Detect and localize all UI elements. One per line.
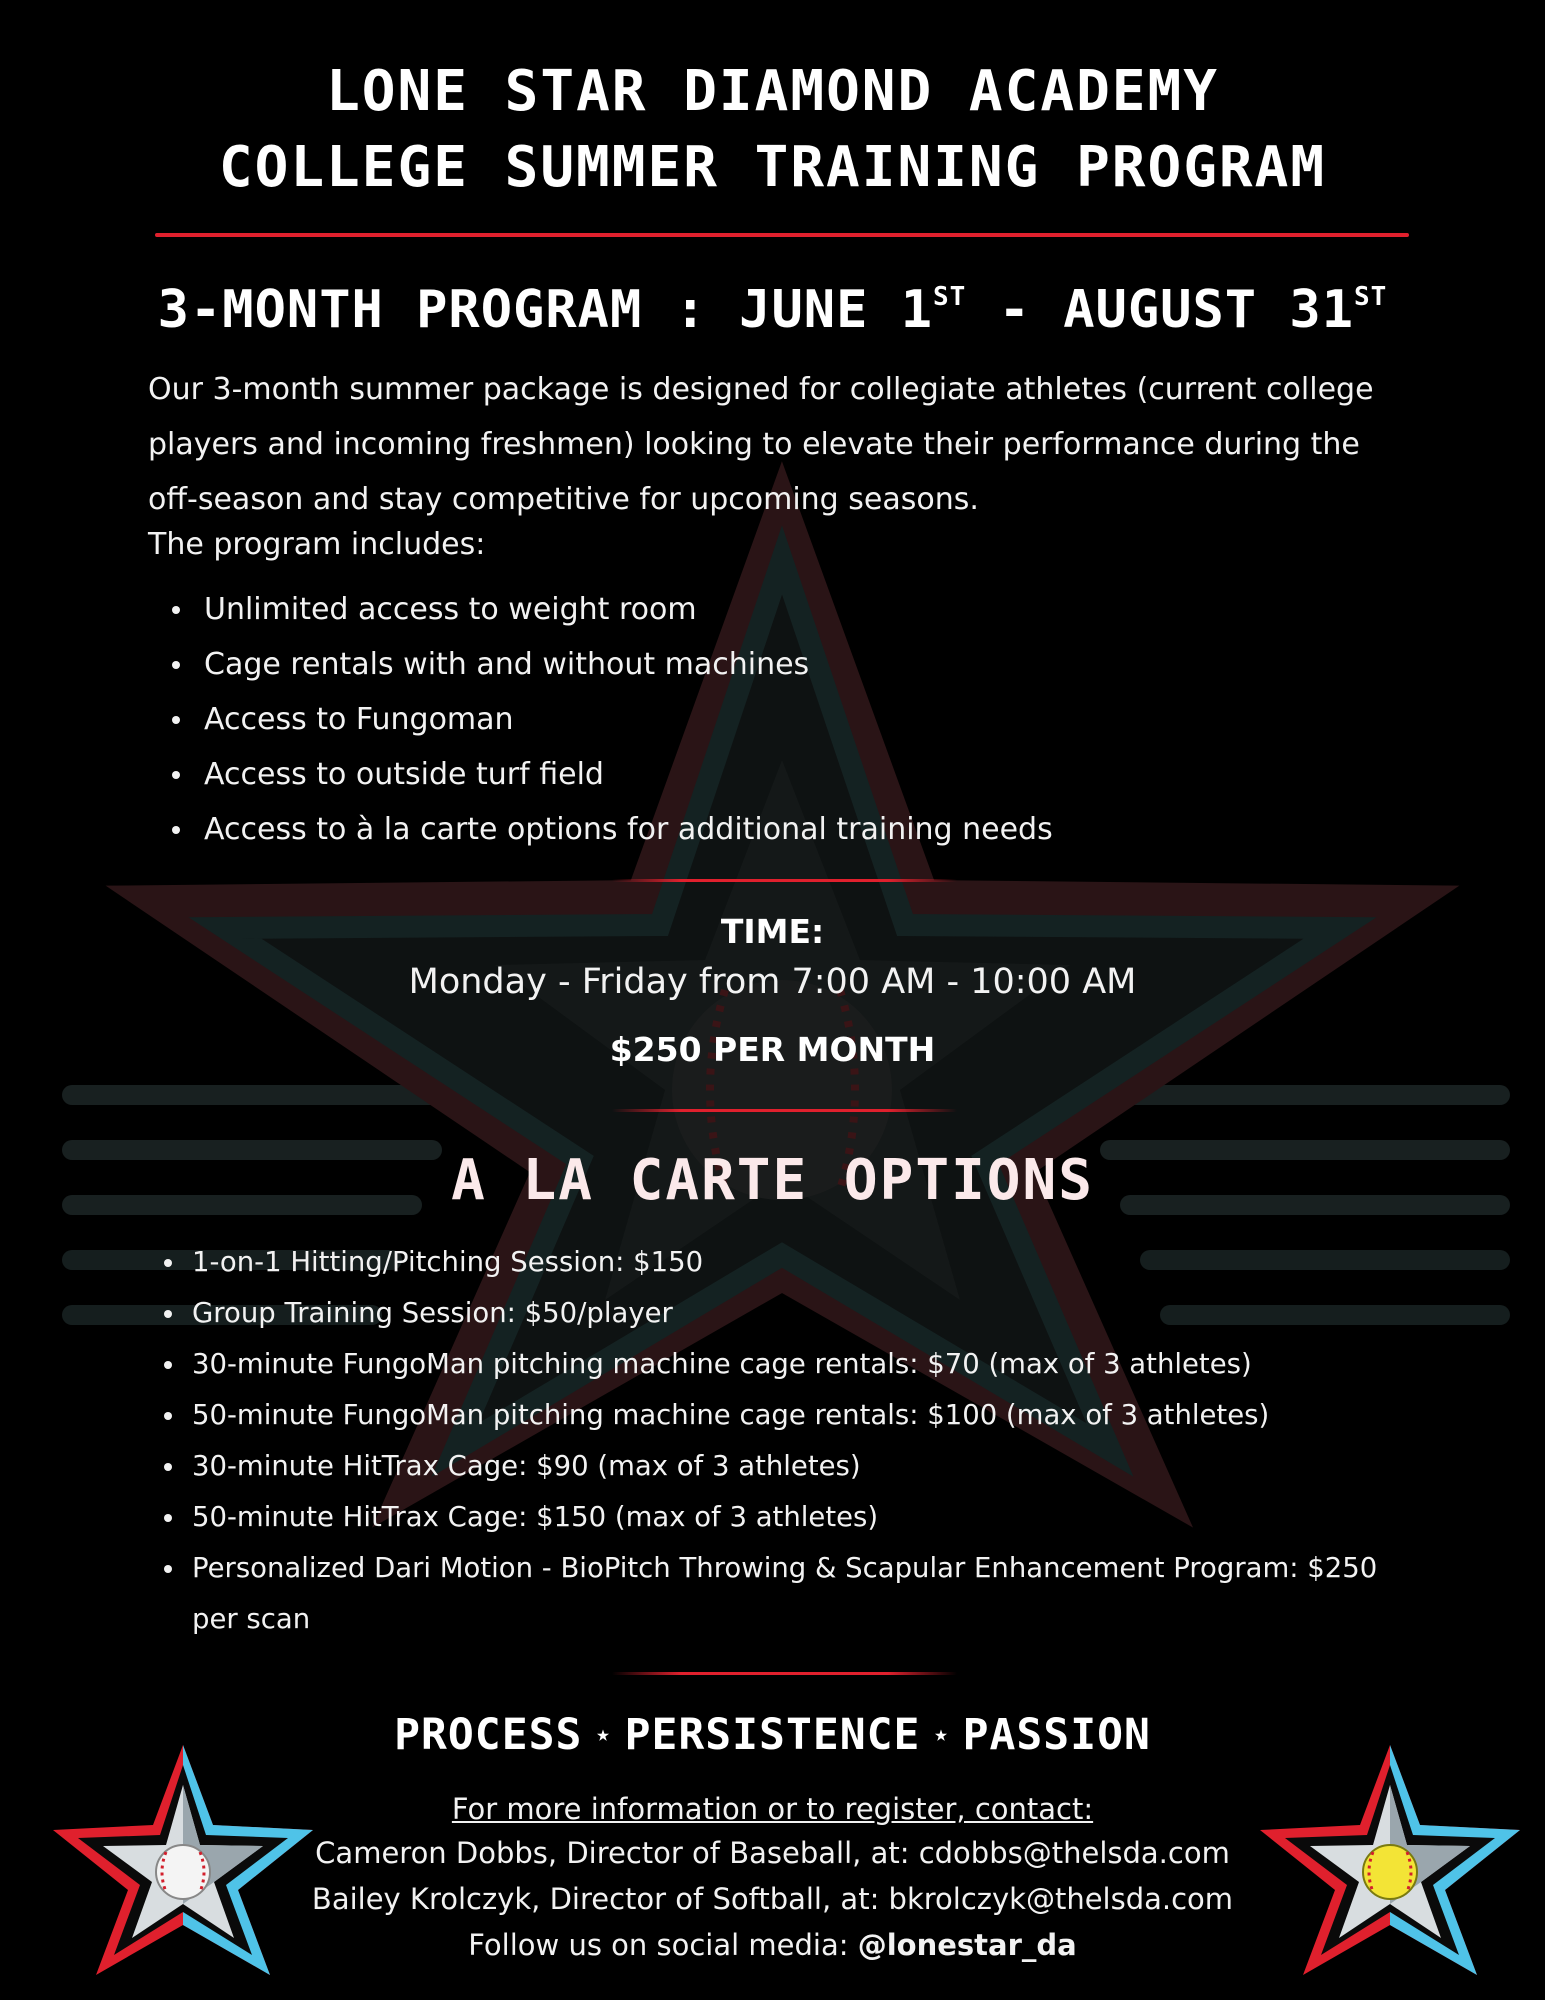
program-dates-middle: - AUGUST 31 xyxy=(966,280,1355,340)
list-item: 1-on-1 Hitting/Pitching Session: $150 xyxy=(148,1237,1418,1288)
divider xyxy=(612,1109,957,1112)
intro-paragraph: Our 3-month summer package is designed for collegiate athletes (current college players and incoming freshmen) looking to elevate their performance during the off-season and stay competitive for upcoming seasons. xyxy=(148,372,1374,517)
divider xyxy=(612,879,957,882)
motto-word: PERSISTENCE xyxy=(624,1710,921,1760)
baseball-star-logo-icon xyxy=(48,1740,318,1980)
list-item: Access to à la carte options for additional training needs xyxy=(148,802,1053,857)
title-line-2: COLLEGE SUMMER TRAINING PROGRAM xyxy=(218,135,1327,200)
list-item: Access to Fungoman xyxy=(148,692,1053,747)
social-label: Follow us on social media: xyxy=(468,1928,858,1962)
alacarte-list xyxy=(148,1237,1418,1645)
list-item: 30-minute FungoMan pitching machine cage rentals: $70 (max of 3 athletes) xyxy=(148,1339,1418,1390)
star-separator-icon: ★ xyxy=(596,1722,611,1747)
title-line-1: LONE STAR DIAMOND ACADEMY xyxy=(326,59,1219,124)
list-item: 30-minute HitTrax Cage: $90 (max of 3 athletes) xyxy=(148,1441,1418,1492)
list-item: Group Training Session: $50/player xyxy=(148,1288,1418,1339)
contact-softball: Bailey Krolczyk, Director of Softball, at: bkrolczyk@thelsda.com xyxy=(311,1882,1234,1916)
contact-heading: For more information or to register, contact: xyxy=(451,1792,1094,1826)
program-start-suffix: ST xyxy=(933,282,967,312)
social-handle[interactable]: @lonestar_da xyxy=(857,1928,1077,1962)
includes-label: The program includes: xyxy=(148,527,486,562)
alacarte-heading: A LA CARTE OPTIONS xyxy=(451,1148,1094,1213)
includes-list xyxy=(148,582,1053,857)
list-item: 50-minute FungoMan pitching machine cage rentals: $100 (max of 3 athletes) xyxy=(148,1390,1418,1441)
list-item: 50-minute HitTrax Cage: $150 (max of 3 athletes) xyxy=(148,1492,1418,1543)
motto-word: PROCESS xyxy=(394,1710,583,1760)
contact-baseball: Cameron Dobbs, Director of Baseball, at: cdobbs@thelsda.com xyxy=(315,1836,1230,1870)
program-intro xyxy=(148,362,1408,527)
list-item: Access to outside turf field xyxy=(148,747,1053,802)
program-end-suffix: ST xyxy=(1354,282,1388,312)
program-dates-prefix: 3-MONTH PROGRAM : JUNE 1 xyxy=(157,280,934,340)
time-label: TIME: xyxy=(720,912,825,951)
list-item: Unlimited access to weight room xyxy=(148,582,1053,637)
program-dates-heading xyxy=(0,280,1545,340)
softball-star-logo-icon xyxy=(1255,1740,1525,1980)
star-separator-icon: ★ xyxy=(934,1722,949,1747)
time-value: Monday - Friday from 7:00 AM - 10:00 AM xyxy=(408,962,1137,1002)
motto-word: PASSION xyxy=(962,1710,1151,1760)
divider xyxy=(612,1672,957,1675)
list-item: Cage rentals with and without machines xyxy=(148,637,1053,692)
price: $250 PER MONTH xyxy=(609,1030,936,1069)
divider-top xyxy=(155,233,1409,237)
list-item: Personalized Dari Motion - BioPitch Throwing & Scapular Enhancement Program: $250 per scan xyxy=(148,1543,1418,1645)
